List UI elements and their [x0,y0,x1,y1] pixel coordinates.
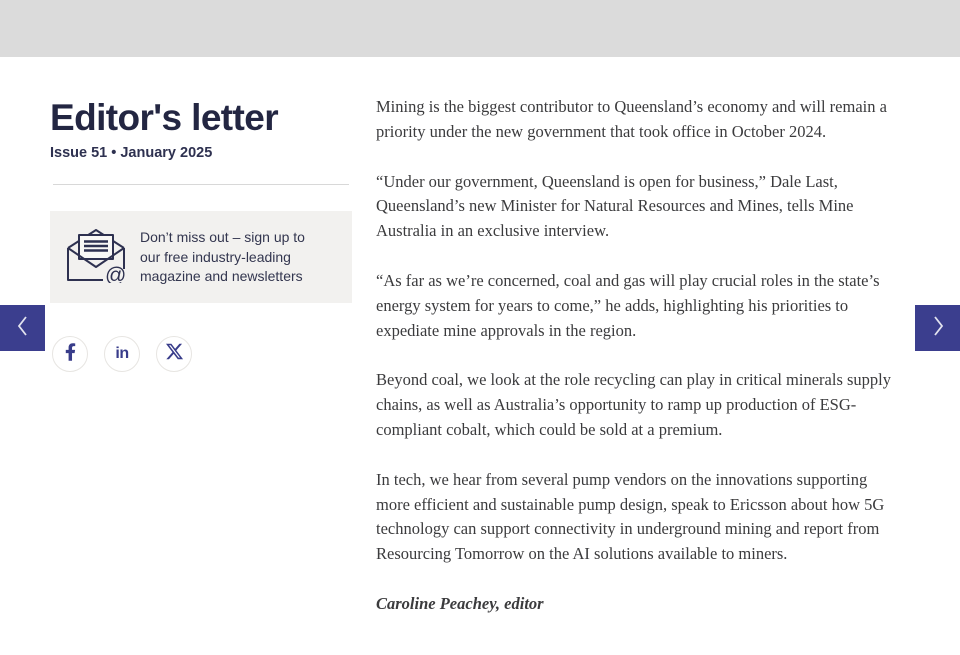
svg-text:@: @ [105,263,127,283]
x-share-button[interactable] [156,336,192,372]
article-body [376,95,905,642]
next-page-button[interactable] [915,305,960,351]
divider [53,184,349,185]
previous-page-button[interactable] [0,305,45,351]
chevron-right-icon [927,313,949,344]
x-twitter-icon [165,342,184,366]
page-title: Editor's letter [50,97,279,138]
article-paragraph: Mining is the biggest contributor to Queensland’s economy and will remain a priority under the new government that took office in October 2024. [376,97,887,141]
editor-byline: Caroline Peachey, editor [376,593,544,613]
article-paragraph: “Under our government, Queensland is open for business,” Dale Last, Queensland’s new Minister for Natural Resources and Mines, tells Mine Australia in an exclusive interview. [376,171,854,241]
social-share-row [52,336,352,372]
linkedin-icon: in [115,345,129,363]
newsletter-envelope-icon [65,227,127,288]
chevron-left-icon [12,313,34,344]
article-paragraph: Beyond coal, we look at the role recycling can play in critical minerals supply chains, as well as Australia’s opportunity to ramp up production of ESG-compliant cobalt, which could be sold at a premium. [376,370,891,439]
newsletter-signup-text: Don’t miss out – sign up to our free industry-leading magazine and newsletters [140,229,305,285]
article-header-column [50,97,352,372]
article-paragraph: In tech, we hear from several pump vendors on the innovations supporting more efficient and sustainable pump design, speak to Ericsson about how 5G technology can support connectivity in underground mining and report from Resourcing Tomorrow on the AI solutions available to miners. [376,469,885,564]
facebook-icon [65,343,76,366]
top-banner [0,0,960,57]
facebook-share-button[interactable] [52,336,88,372]
newsletter-signup-box[interactable] [50,211,352,303]
article-paragraph: “As far as we’re concerned, coal and gas will play crucial roles in the state’s energy system for years to come,” he adds, highlighting his priorities to expediate mine approvals in the region. [376,270,880,340]
issue-date-line: Issue 51 • January 2025 [50,145,213,162]
linkedin-share-button[interactable] [104,336,140,372]
